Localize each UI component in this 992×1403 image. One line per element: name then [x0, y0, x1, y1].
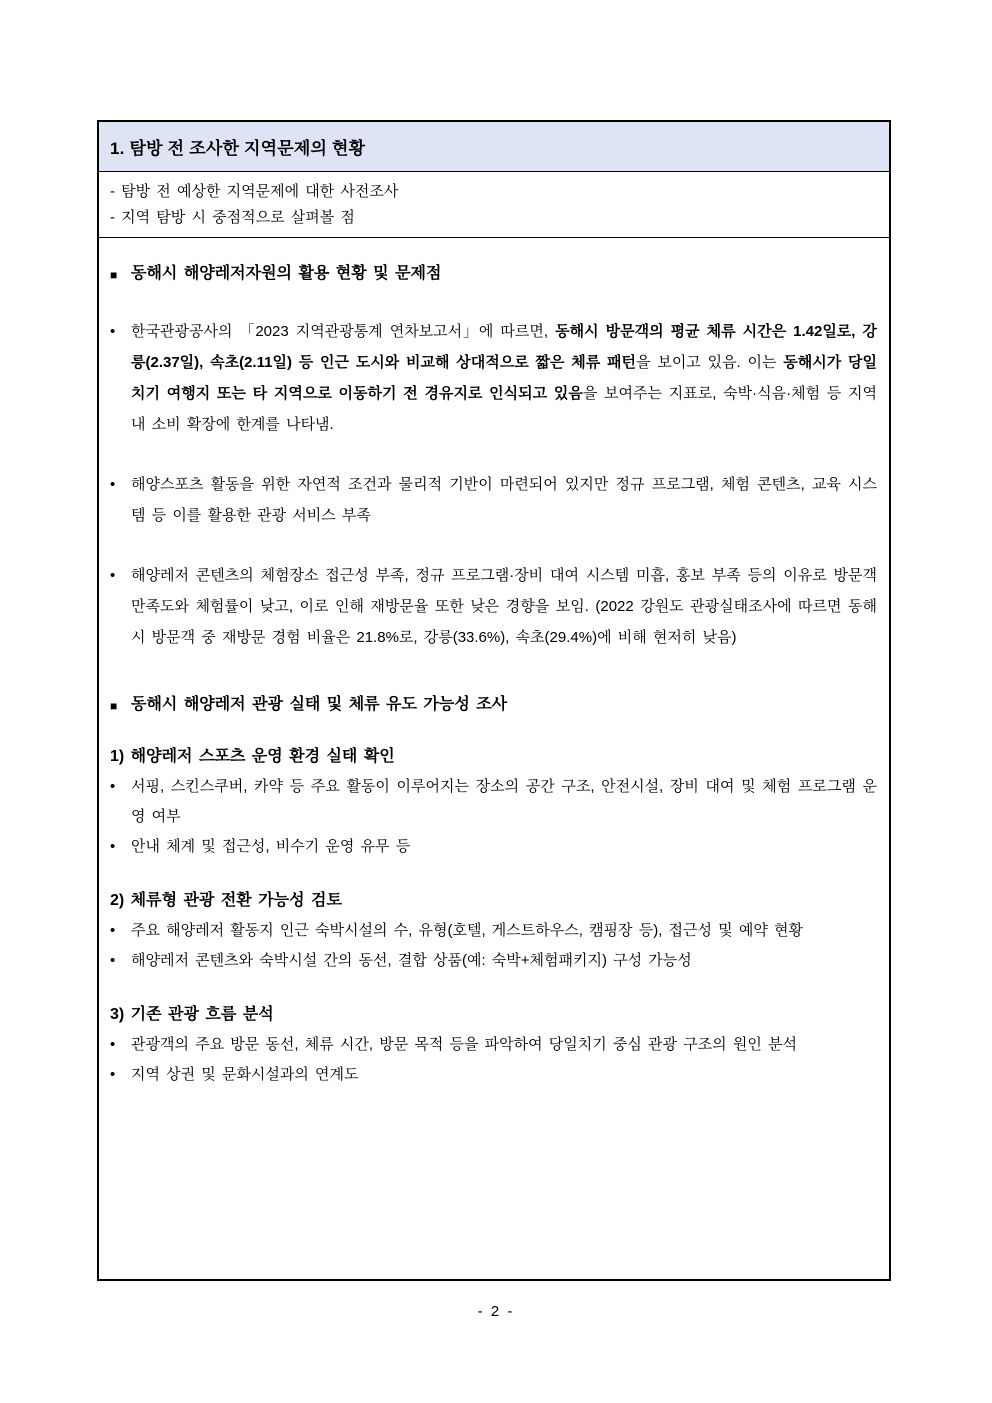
bullet-text: 해양스포츠 활동을 위한 자연적 조건과 물리적 기반이 마련되어 있지만 정규 프로그램, 체험 콘텐츠, 교육 시스템 등 이를 활용한 관광 서비스 부족 [131, 476, 877, 524]
bullet-activity-places [110, 772, 877, 832]
bullet-text: 안내 체계 및 접근성, 비수기 운영 유무 등 [131, 838, 411, 855]
numbered-heading-2-stay-conversion: 2) 체류형 관광 전환 가능성 검토 [110, 892, 342, 909]
square-bullet-icon: ■ [110, 268, 118, 282]
bullet-average-stay-statistics [110, 316, 877, 440]
section-heading-stay-inducement-survey [110, 693, 877, 718]
bullet-icon: • [110, 1066, 116, 1083]
section-1-header-row [99, 122, 889, 172]
bullet-icon: • [110, 952, 116, 969]
bullet-text: 한국관광공사의 「2023 지역관광통계 연차보고서」에 따르면, 동해시 방문객의 평균 체류 시간은 1.42일로, 강릉(2.37일), 속초(2.11일) 등 인근 도시와 비교해 상대적으로 짧은 체류 패턴을 보이고 있음. 이는 동해시가 당일치기 여행지 또는 타 지역으로 이동하기 전 경유지로 인식되고 있음을 보여주는 지표로, 숙박·식음·체험 등 지역 내 소비 확장에 한계를 나타냄. [131, 323, 878, 433]
numbered-heading-1-operation-environment: 1) 해양레저 스포츠 운영 환경 실태 확인 [110, 748, 395, 765]
numbered-heading-3-tourism-flow: 3) 기존 관광 흐름 분석 [110, 1006, 274, 1023]
bullet-accommodation-status [110, 916, 877, 946]
section-heading-marine-leisure-status [110, 262, 877, 287]
bullet-marine-sports-service-shortage [110, 469, 877, 531]
bullet-text: 주요 해양레저 활동지 인근 숙박시설의 수, 유형(호텔, 게스트하우스, 캠핑장 등), 접근성 및 예약 현황 [131, 922, 803, 939]
section-1-title: 1. 탐방 전 조사한 지역문제의 현황 [110, 139, 366, 158]
square-bullet-icon: ■ [110, 699, 118, 713]
intro-item: - 지역 탐방 시 중점적으로 살펴볼 점 [110, 209, 355, 226]
section-heading-text: 동해시 해양레저 관광 실태 및 체류 유도 가능성 조사 [131, 696, 508, 713]
bullet-icon: • [110, 778, 116, 795]
bullet-text: 해양레저 콘텐츠와 숙박시설 간의 동선, 결합 상품(예: 숙박+체험패키지) 구성 가능성 [131, 952, 692, 969]
bullet-text: 해양레저 콘텐츠의 체험장소 접근성 부족, 정규 프로그램·장비 대여 시스템 미흡, 홍보 부족 등의 이유로 방문객 만족도와 체험률이 낮고, 이로 인해 재방문율 또한 낮은 경향을 보임. (2022 강원도 관광실태조사에 따르면 동해시 방문객 중 재방문 경험 비율은 21.8%로, 강릉(33.6%), 속초(29.4%)에 비해 현저히 낮음) [131, 567, 877, 646]
bullet-revisit-rate [110, 560, 877, 653]
bullet-icon: • [110, 922, 116, 939]
intro-item: - 탐방 전 예상한 지역문제에 대한 사전조사 [110, 183, 399, 200]
bullet-text: 관광객의 주요 방문 동선, 체류 시간, 방문 목적 등을 파악하여 당일치기 중심 관광 구조의 원인 분석 [131, 1036, 797, 1053]
bullet-icon: • [110, 567, 116, 584]
bullet-text: 서핑, 스킨스쿠버, 카약 등 주요 활동이 이루어지는 장소의 공간 구조, 안전시설, 장비 대여 및 체험 프로그램 운영 여부 [131, 778, 877, 825]
bullet-icon: • [110, 1036, 116, 1053]
bullet-visit-route-analysis [110, 1030, 877, 1060]
bullet-text: 지역 상권 및 문화시설과의 연계도 [131, 1066, 359, 1083]
bullet-icon: • [110, 323, 116, 340]
bullet-icon: • [110, 476, 116, 493]
bullet-package-feasibility [110, 946, 877, 976]
page-number: - 2 - [477, 1303, 515, 1320]
bullet-icon: • [110, 838, 116, 855]
content-row [99, 238, 889, 1279]
section-heading-text: 동해시 해양레저자원의 활용 현황 및 문제점 [131, 265, 442, 282]
bullet-local-commerce-link [110, 1060, 877, 1090]
bullet-guidance-accessibility [110, 832, 877, 862]
report-table [97, 120, 891, 1281]
pre-survey-row [99, 172, 889, 238]
